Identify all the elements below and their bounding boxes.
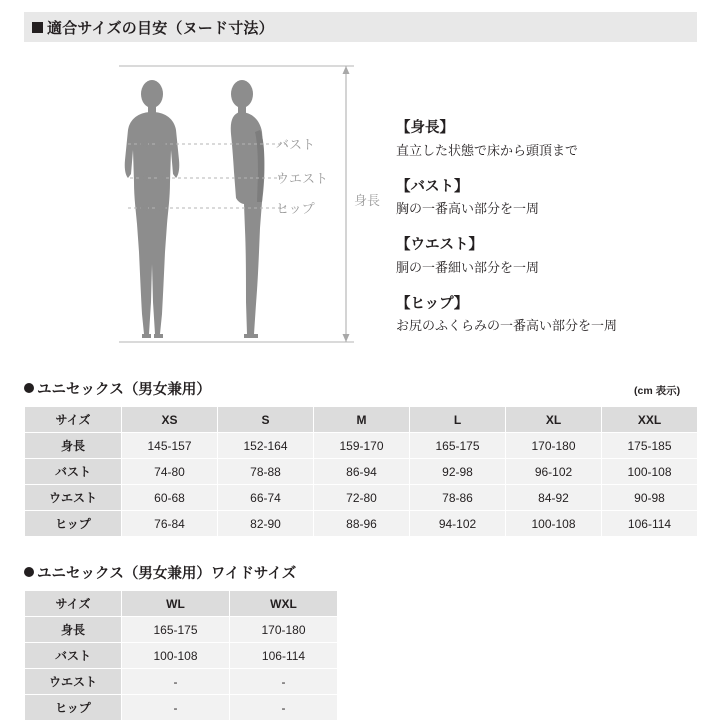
column-header: WXL [230,591,338,617]
row-label: バスト [25,643,122,669]
table-row [25,669,338,695]
table-cell: 74-80 [122,459,218,485]
bullet-icon [24,383,34,393]
figure-label-hip: ヒップ [276,201,315,216]
figure-label-bust: バスト [276,137,316,152]
column-header: サイズ [25,407,122,433]
table-cell: - [230,669,338,695]
body-measurement-figure [24,52,384,362]
column-header: XL [506,407,602,433]
column-header: L [410,407,506,433]
unit-note: (cm 表示) [634,385,681,397]
table-cell: 106-114 [602,511,698,537]
column-header: WL [122,591,230,617]
unisex-heading-label: ユニセックス（男女兼用） [37,382,211,398]
page-title: 適合サイズの目安（ヌード寸法） [47,19,274,37]
table-row [25,617,338,643]
table-cell: 88-96 [314,511,410,537]
table-cell: 106-114 [230,643,338,669]
table-header-row [25,407,698,433]
column-header: M [314,407,410,433]
table-cell: 94-102 [410,511,506,537]
table-cell: 175-185 [602,433,698,459]
wide-heading-label: ユニセックス（男女兼用）ワイドサイズ [37,566,297,582]
table-cell: 96-102 [506,459,602,485]
row-label: バスト [25,459,122,485]
table-cell: 170-180 [506,433,602,459]
description-text: 直立した状態で床から頭頂まで [396,142,579,158]
table-cell: 60-68 [122,485,218,511]
table-cell: 152-164 [218,433,314,459]
table-cell: 145-157 [122,433,218,459]
table-cell: 86-94 [314,459,410,485]
table-cell: 82-90 [218,511,314,537]
row-label: ウエスト [25,485,122,511]
table-cell: 100-108 [602,459,698,485]
table-row [25,459,698,485]
unisex-size-table [24,406,698,537]
bullet-icon [24,567,34,577]
table-row [25,643,338,669]
table-row [25,511,698,537]
description-term: 【身長】 [396,120,454,136]
row-label: ヒップ [25,511,122,537]
description-term: 【ヒップ】 [396,295,469,312]
table-cell: 159-170 [314,433,410,459]
table-row [25,433,698,459]
table-cell: 72-80 [314,485,410,511]
table-cell: 90-98 [602,485,698,511]
description-waist [396,235,696,279]
table-cell: 100-108 [122,643,230,669]
figure-label-waist: ウエスト [276,171,329,186]
table-cell: 76-84 [122,511,218,537]
table-cell: - [122,695,230,721]
table-cell: 78-86 [410,485,506,511]
description-text: 胴の一番細い部分を一周 [396,259,540,275]
table-header-row [25,591,338,617]
description-bust [396,177,696,221]
header-square-icon [32,22,43,33]
table-cell: 84-92 [506,485,602,511]
column-header: サイズ [25,591,122,617]
page-header [24,12,697,42]
wide-section-heading [24,562,296,583]
figure-illustration [24,52,384,362]
row-label: 身長 [25,433,122,459]
wide-size-table [24,590,338,721]
description-text: 胸の一番高い部分を一周 [396,201,540,217]
row-label: ウエスト [25,669,122,695]
table-cell: 100-108 [506,511,602,537]
column-header: XXL [602,407,698,433]
column-header: XS [122,407,218,433]
table-row [25,485,698,511]
description-hip [396,294,696,338]
table-cell: 66-74 [218,485,314,511]
table-cell: 165-175 [122,617,230,643]
row-label: 身長 [25,617,122,643]
table-row [25,695,338,721]
measurement-descriptions [396,118,696,352]
table-cell: 170-180 [230,617,338,643]
description-term: 【ウエスト】 [396,237,483,254]
row-label: ヒップ [25,695,122,721]
description-term: 【バスト】 [396,178,469,195]
table-cell: 78-88 [218,459,314,485]
unisex-section-heading [24,378,211,399]
column-header: S [218,407,314,433]
figure-label-height: 身長 [354,193,381,208]
table-cell: 165-175 [410,433,506,459]
description-height [396,118,696,162]
table-cell: 92-98 [410,459,506,485]
description-text: お尻のふくらみの一番高い部分を一周 [396,318,618,334]
table-cell: - [122,669,230,695]
table-cell: - [230,695,338,721]
